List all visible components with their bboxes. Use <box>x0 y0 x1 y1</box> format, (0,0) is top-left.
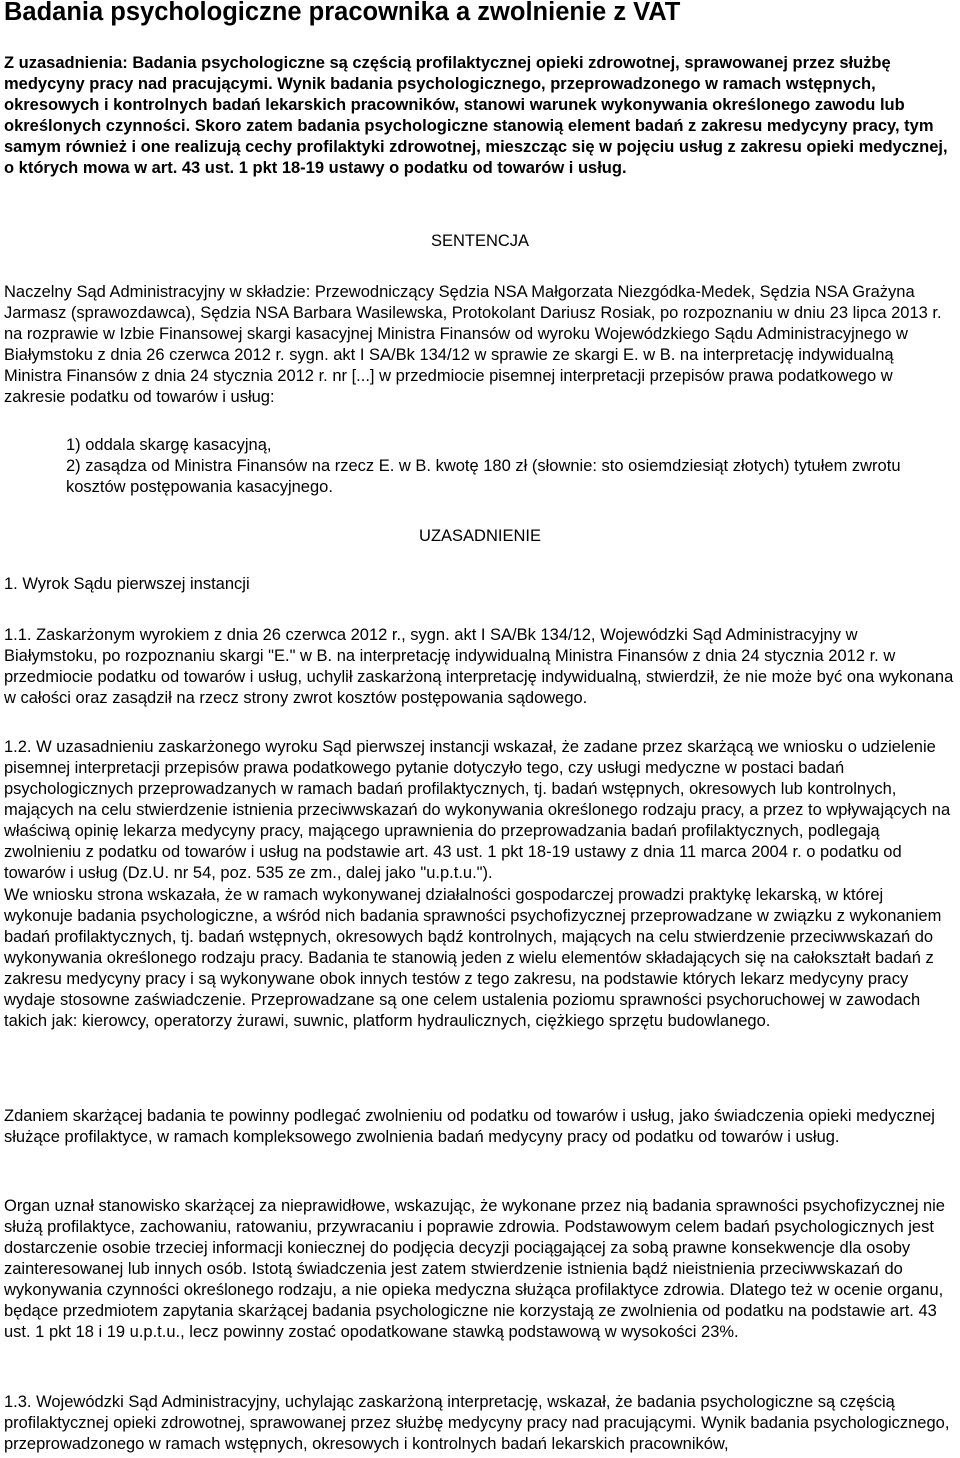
sentencja-heading: SENTENCJA <box>430 232 530 250</box>
list-item: 2) zasądza od Ministra Finansów na rzecz E. w B. kwotę 180 zł (słownie: sto osiemdziesiąt złotych) tytułem zwrotu kosztów postępowania kasacyjnego. <box>66 457 901 496</box>
uzasadnienie-heading: UZASADNIENIE <box>419 527 541 545</box>
paragraph-zdanie-skarzacej: Zdaniem skarżącej badania te powinny podlegać zwolnieniu od podatku od towarów i usług, jako świadczenia opieki medycznej służące profilaktyce, w ramach kompleksowego zwolnienia badań medycyny pracy od podatku od towarów i usług. <box>4 1107 935 1146</box>
paragraph-1-1: 1.1. Zaskarżonym wyrokiem z dnia 26 czerwca 2012 r., sygn. akt I SA/Bk 134/12, Wojewódzki Sąd Administracyjny w Białymstoku, po rozpoznaniu skargi "E." w B. na interpretację indywidualną Ministra Finansów z dnia 24 stycznia 2012 r. w przedmiocie podatku od towarów i usług, uchylił zaskarżoną interpretację indywidualną, stwierdził, że nie może być ona wykonana w całości oraz zasądził na rzecz strony zwrot kosztów postępowania sądowego. <box>4 626 954 707</box>
summary-paragraph: Z uzasadnienia: Badania psychologiczne są częścią profilaktycznej opieki zdrowotnej, sprawowanej przez służbę medycyny pracy nad pracującymi. Wynik badania psychologicznego, przeprowadzonego w ramach wstępnych, okresowych i kontrolnych badań lekarskich pracowników, stanowi warunek wykonywania określonego zawodu lub określonych czynności. Skoro zatem badania psychologiczne stanowią element badań z zakresu medycyny pracy, tym samym również i one realizują cechy profilaktyki zdrowotnej, mieszcząc się w pojęciu usług z zakresu opieki medycznej, o których mowa w art. 43 ust. 1 pkt 18-19 ustawy o podatku od towarów i usług. <box>4 54 948 177</box>
paragraph-wniosek: We wniosku strona wskazała, że w ramach wykonywanej działalności gospodarczej prowadzi praktykę lekarską, w której wykonuje badania psychologiczne, a wśród nich badania sprawności psychofizycznej przeprowadzane w związku z wykonaniem badań profilaktycznych, tj. badań wstępnych, okresowych bądź kontrolnych, mających na celu stwierdzenie przeciwwskazań do wykonywania określonego rodzaju pracy. Badania te stanowią jeden z wielu elementów składających się na całokształt badań z zakresu medycyny pracy i są wykonywane obok innych testów z tego zakresu, na podstawie których lekarz medycyny pracy wydaje stosowne zaświadczenie. Przeprowadzane są one celem ustalenia poziomu sprawności psychoruchowej w zawodach takich jak: kierowcy, operatorzy żurawi, suwnic, platform hydraulicznych, ciężkiego sprzętu budowlanego. <box>4 886 942 1030</box>
sentencja-list <box>66 435 946 498</box>
list-item: 1) oddala skargę kasacyjną, <box>66 436 272 454</box>
paragraph-1-2: 1.2. W uzasadnieniu zaskarżonego wyroku Sąd pierwszej instancji wskazał, że zadane przez skarżącą we wniosku o udzielenie pisemnej interpretacji przepisów prawa podatkowego pytanie dotyczyło tego, czy usługi medyczne w postaci badań psychologicznych przeprowadzanych w ramach badań profilaktycznych, tj. badań wstępnych, okresowych lub kontrolnych, mających na celu stwierdzenie istnienia przeciwwskazań do wykonywania określonego rodzaju pracy, a przez to wpływających na właściwą opinię lekarza medycyny pracy, mającego uprawnienia do przeprowadzania badań profilaktycznych, podlegają zwolnieniu z podatku od towarów i usług na podstawie art. 43 ust. 1 pkt 18-19 ustawy z dnia 11 marca 2004 r. o podatku od towarów i usług (Dz.U. nr 54, poz. 535 ze zm., dalej jako "u.p.t.u."). <box>4 738 951 882</box>
document-title: Badania psychologiczne pracownika a zwolnienie z VAT <box>4 0 681 26</box>
section-title: 1. Wyrok Sądu pierwszej instancji <box>4 575 250 593</box>
sentencja-text: Naczelny Sąd Administracyjny w składzie: Przewodniczący Sędzia NSA Małgorzata Niezgódka-Medek, Sędzia NSA Grażyna Jarmasz (sprawozdawca), Sędzia NSA Barbara Wasilewska, Protokolant Dariusz Rosiak, po rozpoznaniu w dniu 23 lipca 2013 r. na rozprawie w Izbie Finansowej skargi kasacyjnej Ministra Finansów od wyroku Wojewódzkiego Sądu Administracyjnego w Białymstoku z dnia 26 czerwca 2012 r. sygn. akt I SA/Bk 134/12 w sprawie ze skargi E. w B. na interpretację indywidualną Ministra Finansów z dnia 24 stycznia 2012 r. nr [...] w przedmiocie pisemnej interpretacji przepisów prawa podatkowego w zakresie podatku od towarów i usług: <box>4 283 942 406</box>
paragraph-organ: Organ uznał stanowisko skarżącej za nieprawidłowe, wskazując, że wykonane przez nią badania sprawności psychofizycznej nie służą profilaktyce, zachowaniu, ratowaniu, przywracaniu i poprawie zdrowia. Podstawowym celem badań psychologicznych jest dostarczenie osobie trzeciej informacji koniecznej do podjęcia decyzji pociągającej za sobą prawne konsekwencje dla osoby zainteresowanej lub innych osób. Istotą świadczenia jest zatem stwierdzenie istnienia bądź nieistnienia przeciwwskazań do wykonywania czynności określonego rodzaju, a nie opieka medyczna służąca profilaktyce zdrowia. Dlatego też w ocenie organu, będące przedmiotem zapytania skarżącej badania psychologiczne nie korzystają ze zwolnienia od podatku na podstawie art. 43 ust. 1 pkt 18 i 19 u.p.t.u., lecz powinny zostać opodatkowane stawką podstawową w wysokości 23%. <box>4 1197 945 1341</box>
paragraph-1-3: 1.3. Wojewódzki Sąd Administracyjny, uchylając zaskarżoną interpretację, wskazał, że badania psychologiczne są częścią profilaktycznej opieki zdrowotnej, sprawowanej przez służbę medycyny pracy nad pracującymi. Wynik badania psychologicznego, przeprowadzonego w ramach wstępnych, okresowych i kontrolnych badań lekarskich pracowników, <box>4 1393 950 1453</box>
